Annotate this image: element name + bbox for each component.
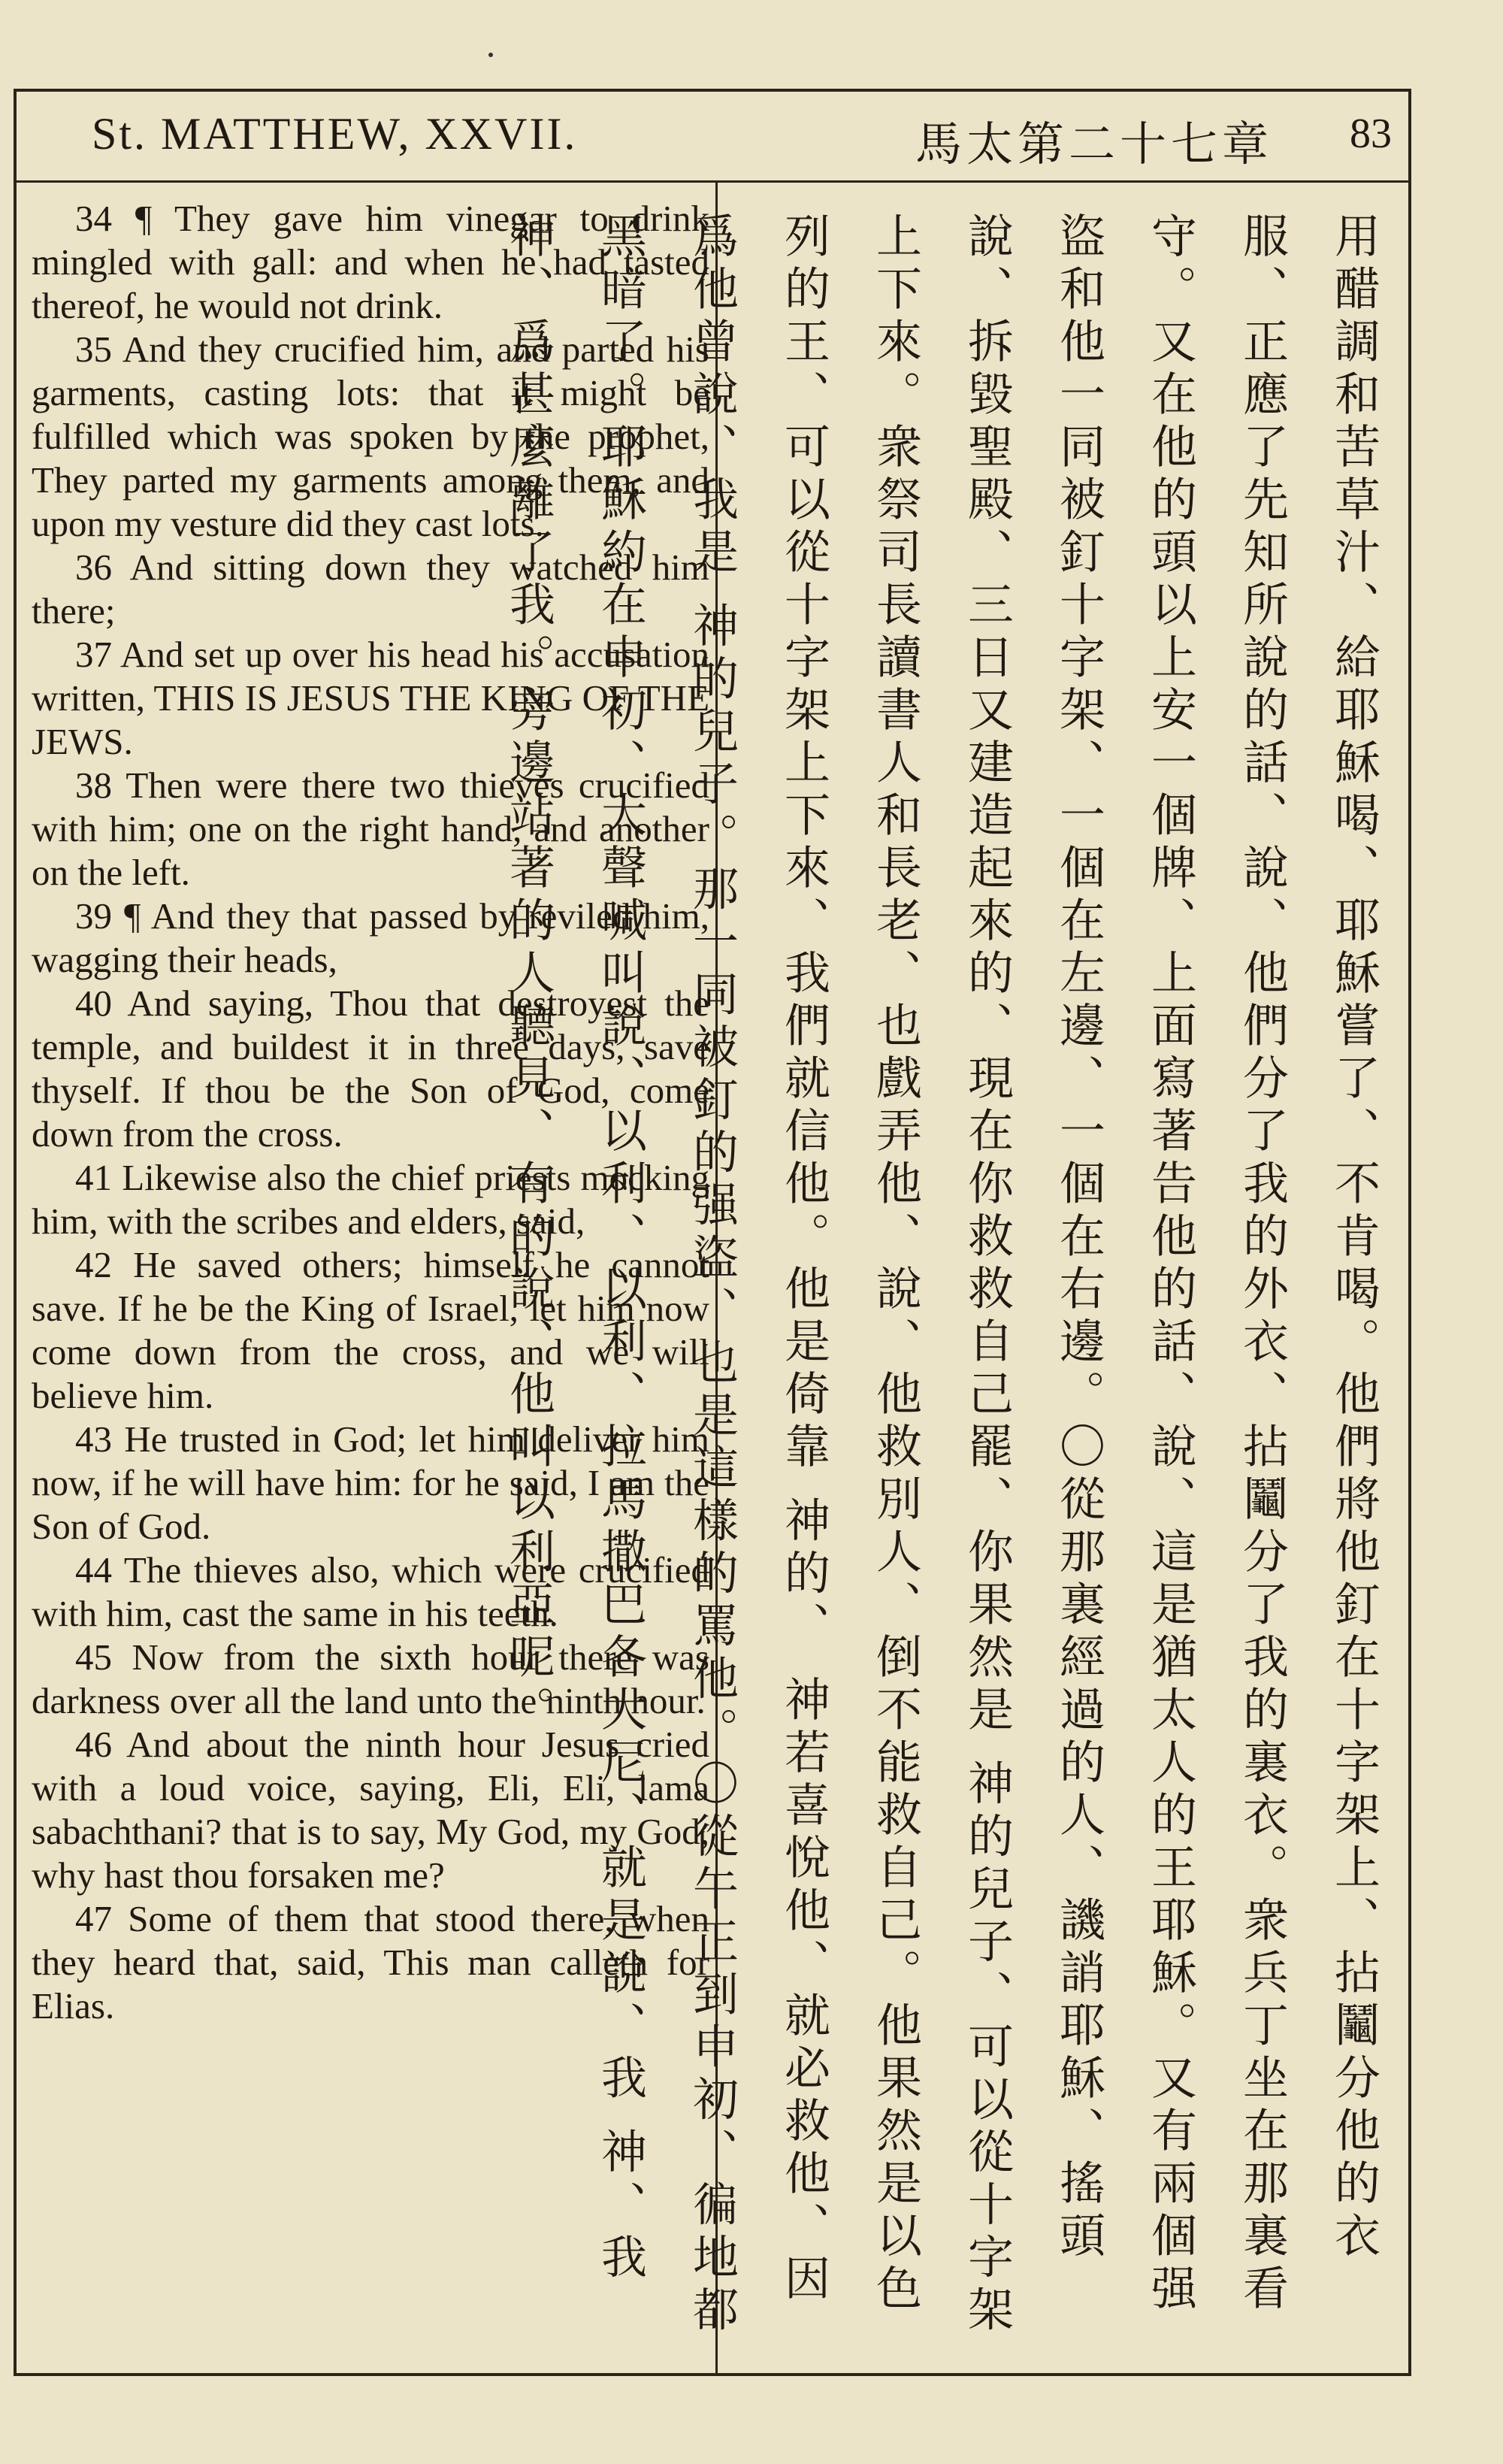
print-speck — [488, 53, 493, 57]
verse-40: 40 And saying, Thou that destroyest the temple, and buildest it in three days, save thyself. If thou be the Son of God, come down from the cross. — [32, 982, 709, 1155]
verse-36: 36 And sitting down they watched him there; — [32, 546, 709, 631]
verse-39: 39 ¶ And they that passed by reviled him, wagging their heads, — [32, 895, 709, 980]
verse-43: 43 He trusted in God; let him deliver him now, if he will have him: for he said, I am the Son of God. — [32, 1418, 709, 1547]
verse-35: 35 And they crucified him, and parted his garments, casting lots: that it might be fulfilled which was spoken by the prophet, They parted my garments among them, and upon my vesture did they cast lots. — [32, 328, 709, 544]
verse-41: 41 Likewise also the chief priests mocking him, with the scribes and elders, said, — [32, 1157, 709, 1242]
verse-42: 42 He saved others; himself he cannot save. If he be the King of Israel, let him now come down from the cross, and we will believe him. — [32, 1244, 709, 1416]
verse-46: 46 And about the ninth hour Jesus cried with a loud voice, saying, Eli, Eli, lama sabachthani? that is to say, My God, my God, why hast thou forsaken me? — [32, 1724, 709, 1896]
verse-45: 45 Now from the sixth hour there was darkness over all the land unto the ninth hour. — [32, 1636, 709, 1721]
verse-37: 37 And set up over his head his accusation written, THIS IS JESUS THE KING OF THE JEWS. — [32, 634, 709, 762]
chinese-text: 用醋調和苦草汁、給耶穌喝、耶穌嘗了、不肯喝。他們將他釘在十字架上、拈鬮分他的衣服、正應了先知所說的話、說、他們分了我的外衣、拈鬮分了我的裏衣。衆兵丁坐在那裏看守。又在他的頭以上安一個牌、上面寫著告他的話、說、這是猶太人的王耶穌。又有兩個强盜和他一同被釘十字架、一個在左邊、一個在右邊。〇從那裏經過的人、譏誚耶穌、搖頭說、拆毀聖殿、三日又建造起來的、現在你救救自己罷、你果然是 神的兒子、可以從十字架上下來。衆祭司長讀書人和長老、也戲弄他、說、他救別人、倒不能救自己。他果然是以色列的王、可以從十字架上下來、我們就信他。他是倚靠 神的、 神若喜悅他、就必救他、因爲他曾說、我是 神的兒子。那一同被釘的强盜、也是這樣的罵他。〇從午正到申初、徧地都黑暗了。耶穌約在申初、大聲喊叫說、以利、以利、拉馬撒巴各大尼、就是說、我 神、我 神、爲甚麼離了我。旁邊站著的人聽見、有的說、他叫以利亞呢。 — [502, 212, 1381, 2338]
verse-47: 47 Some of them that stood there, when they heard that, said, This man calleth for Elias. — [32, 1898, 709, 2027]
header-english-title: St. MATTHEW, XXVII. — [92, 109, 578, 159]
running-header — [17, 92, 1408, 183]
page-frame — [14, 89, 1411, 2376]
chinese-column — [502, 212, 1399, 2354]
header-chinese-title: 馬太第二十七章 — [915, 117, 1273, 171]
verse-44: 44 The thieves also, which were crucified with him, cast the same in his teeth. — [32, 1549, 709, 1634]
verse-38: 38 Then were there two thieves crucified with him; one on the right hand, and another on the left. — [32, 764, 709, 893]
verse-34: 34 ¶ They gave him vinegar to drink mingled with gall: and when he had tasted thereof, he would not drink. — [32, 198, 709, 326]
page-number: 83 — [1350, 110, 1392, 157]
